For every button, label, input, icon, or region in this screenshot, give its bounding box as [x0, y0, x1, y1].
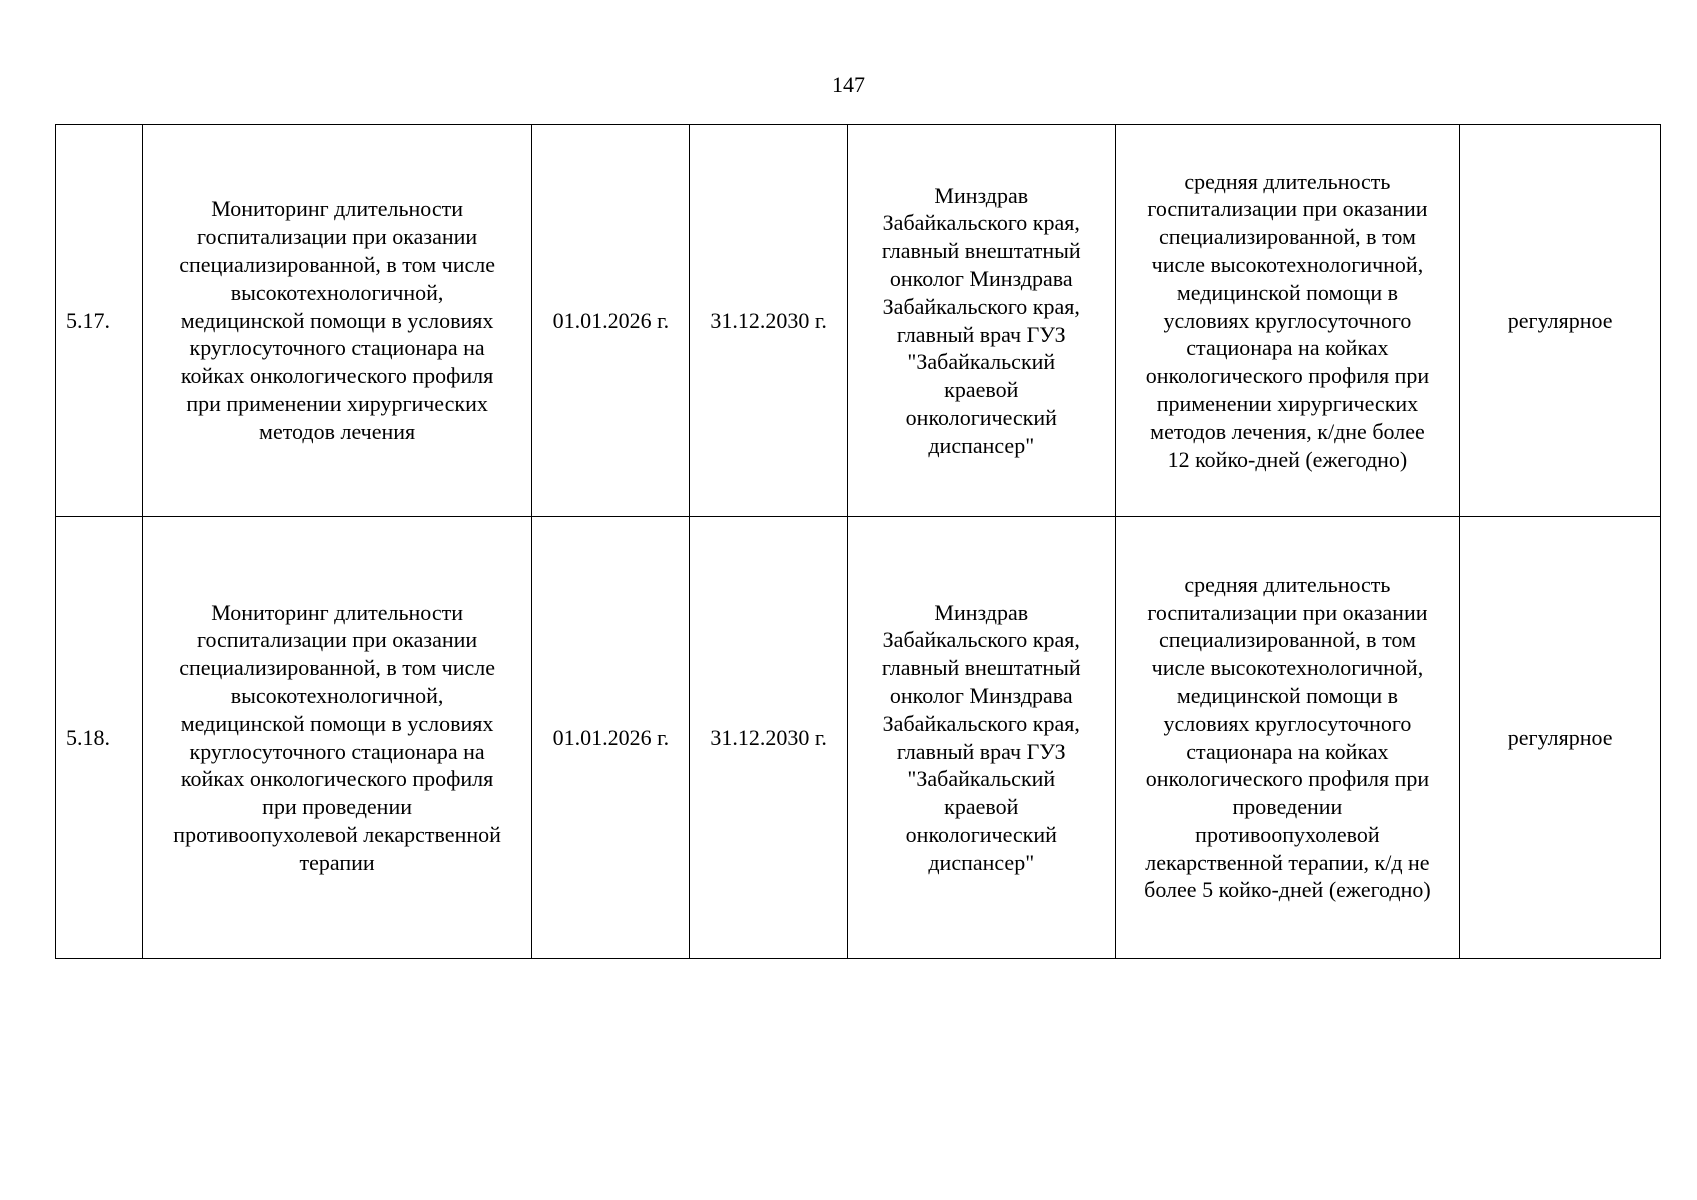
activity-line: койках онкологического профиля — [180, 766, 494, 792]
activity-line: методов лечения — [259, 418, 416, 444]
activity-line: медицинской помощи в условиях — [180, 710, 494, 736]
responsible-line: "Забайкальский — [907, 766, 1056, 792]
activity-line: госпитализации при оказании — [197, 224, 478, 250]
activity-line: круглосуточного стационара на — [189, 335, 485, 361]
indicator-line: госпитализации при оказании — [1147, 196, 1428, 222]
row-number-cell: 5.18. — [56, 517, 143, 959]
activity-line: Мониторинг длительности — [211, 196, 463, 222]
responsible-line: Забайкальского края, — [882, 293, 1080, 319]
responsible-line: краевой — [944, 377, 1019, 403]
indicator-line: стационара на койках — [1186, 738, 1389, 764]
activity-line: при применении хирургических — [186, 390, 488, 416]
indicator-line: методов лечения, к/дне более — [1150, 418, 1425, 444]
responsible-line: главный внештатный — [881, 238, 1081, 264]
activity-cell — [142, 125, 532, 517]
indicator-line: медицинской помощи в — [1176, 279, 1399, 305]
indicator-line: стационара на койках — [1186, 335, 1389, 361]
table-row — [56, 125, 1661, 517]
responsible-line: главный внештатный — [881, 655, 1081, 681]
end-date-cell: 31.12.2030 г. — [690, 125, 848, 517]
indicator-line: числе высокотехнологичной, — [1151, 252, 1424, 277]
start-date-cell: 01.01.2026 г. — [532, 517, 690, 959]
frequency-cell: регулярное — [1460, 125, 1661, 517]
indicator-line: онкологического профиля при — [1145, 766, 1430, 792]
responsible-line: Забайкальского края, — [882, 210, 1080, 236]
indicator-line: числе высокотехнологичной, — [1151, 655, 1424, 681]
activity-line: медицинской помощи в условиях — [180, 307, 494, 333]
indicator-line: онкологического профиля при — [1145, 363, 1430, 389]
indicator-line: медицинской помощи в — [1176, 682, 1399, 708]
responsible-cell — [848, 125, 1116, 517]
row-number-cell: 5.17. — [56, 125, 143, 517]
responsible-line: диспансер" — [928, 432, 1035, 458]
end-date-cell: 31.12.2030 г. — [690, 517, 848, 959]
responsible-line: Минздрав — [934, 182, 1029, 208]
indicator-line: условиях круглосуточного — [1163, 307, 1412, 333]
start-date-cell: 01.01.2026 г. — [532, 125, 690, 517]
responsible-line: Забайкальского края, — [882, 710, 1080, 736]
activity-line: противоопухолевой лекарственной — [173, 821, 501, 847]
activity-line: высокотехнологичной, — [230, 279, 444, 305]
indicator-line: 12 койко-дней (ежегодно) — [1167, 446, 1408, 472]
activities-table — [55, 124, 1661, 959]
activity-cell — [142, 517, 532, 959]
indicator-line: средняя длительность — [1184, 571, 1391, 597]
responsible-line: онколог Минздрава — [889, 682, 1073, 708]
responsible-line: главный врач ГУЗ — [896, 321, 1066, 347]
page-number: 147 — [832, 72, 865, 97]
indicator-line: специализированной, в том — [1158, 627, 1416, 653]
indicator-line: средняя длительность — [1184, 168, 1391, 194]
activity-line: Мониторинг длительности — [211, 599, 463, 625]
responsible-line: онколог Минздрава — [889, 265, 1073, 291]
activity-line: высокотехнологичной, — [230, 682, 444, 708]
responsible-line: Минздрав — [934, 599, 1029, 625]
responsible-line: "Забайкальский — [907, 349, 1056, 375]
indicator-line: лекарственной терапии, к/д не — [1145, 849, 1430, 875]
activity-line: круглосуточного стационара на — [189, 738, 485, 764]
indicator-line: условиях круглосуточного — [1163, 710, 1412, 736]
indicator-line: проведении — [1232, 794, 1343, 820]
indicator-line: госпитализации при оказании — [1147, 599, 1428, 625]
responsible-line: онкологический — [905, 821, 1057, 847]
indicator-line: специализированной, в том — [1158, 224, 1416, 250]
indicator-line: применении хирургических — [1156, 390, 1419, 416]
responsible-line: Забайкальского края, — [882, 627, 1080, 653]
indicator-cell — [1115, 125, 1460, 517]
responsible-cell — [848, 517, 1116, 959]
activity-line: при проведении — [262, 794, 413, 820]
activity-line: койках онкологического профиля — [180, 363, 494, 389]
responsible-line: онкологический — [905, 404, 1057, 430]
indicator-line: более 5 койко-дней (ежегодно) — [1144, 877, 1431, 903]
responsible-line: диспансер" — [928, 849, 1035, 875]
responsible-line: краевой — [944, 794, 1019, 820]
indicator-line: противоопухолевой — [1195, 821, 1380, 847]
responsible-line: главный врач ГУЗ — [896, 738, 1066, 764]
activity-line: специализированной, в том числе — [179, 252, 495, 277]
activity-line: специализированной, в том числе — [179, 655, 495, 681]
frequency-cell: регулярное — [1460, 517, 1661, 959]
activity-line: госпитализации при оказании — [197, 627, 478, 653]
table-row — [56, 517, 1661, 959]
activity-line: терапии — [299, 849, 375, 875]
indicator-cell — [1115, 517, 1460, 959]
